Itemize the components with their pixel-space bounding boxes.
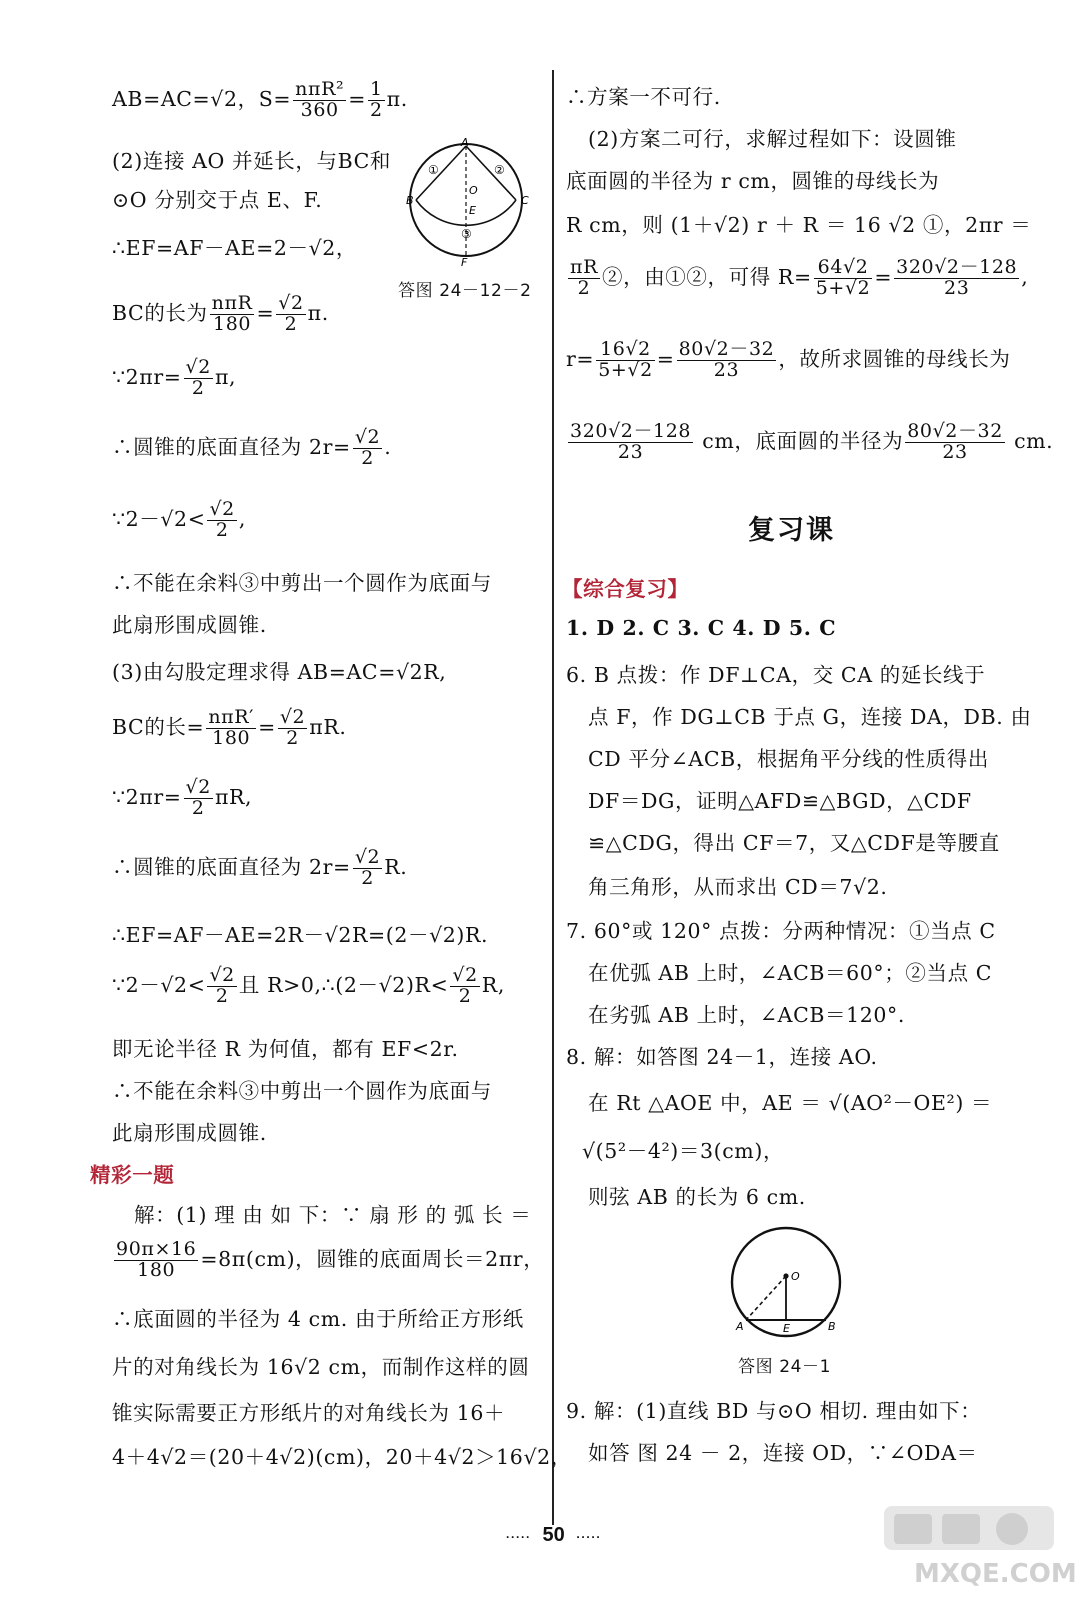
label-B: B — [828, 1320, 836, 1333]
fraction: $\frac{1}{2}$ — [369, 78, 383, 121]
figure-caption: 答图 24－12－2 — [398, 281, 532, 301]
line: ∴EF=AF－AE=2－√2， — [112, 236, 358, 260]
line: 此扇形围成圆锥. — [112, 1121, 267, 1145]
line: $\frac{320√2-128}{23}$ cm，底面圆的半径为 $\frac{80√2-32}{23}$ cm. — [570, 420, 1054, 463]
line: ∴圆锥的底面直径为 2r= $\frac{√2}{2}$ . — [112, 426, 392, 469]
line: 锥实际需要正方形纸片的对角线长为 16＋ — [112, 1401, 506, 1425]
fraction: $\frac{\text{nπR²}}{360}$ — [295, 78, 345, 121]
figure-circle-sector — [406, 136, 536, 269]
line: 底面圆的半径为 r cm，圆锥的母线长为 — [566, 169, 940, 193]
label-O: O — [469, 184, 478, 197]
line: BC的长为 $\frac{\text{nπR}}{180}$ = $\frac{√2}{2}$ π. — [112, 292, 329, 335]
line: 片的对角线长为 16√2 cm，而制作这样的圆 — [112, 1355, 530, 1379]
line: 在优弧 AB 上时，∠ACB＝60°；②当点 C — [588, 961, 993, 985]
line: ∴不能在余料③中剪出一个圆作为底面与 — [112, 1079, 492, 1103]
region-1: ① — [428, 163, 439, 177]
label-C: C — [521, 194, 529, 207]
line: ∴不能在余料③中剪出一个圆作为底面与 — [112, 571, 492, 595]
label-A: A — [736, 1320, 744, 1333]
watermark-logo — [880, 1500, 1077, 1590]
line: 4＋4√2＝(20＋4√2)(cm)，20＋4√2＞16√2， — [112, 1445, 572, 1469]
line: BC的长= $\frac{\text{nπR′}}{180}$ = $\frac{√2}{2}$ πR. — [112, 706, 347, 749]
section-title: 复习课 — [748, 515, 835, 546]
label-B: B — [406, 194, 414, 207]
region-2: ② — [494, 163, 505, 177]
line: (3)由勾股定理求得 AB=AC=√2R, — [112, 660, 447, 684]
label-E: E — [783, 1322, 790, 1335]
line: 则弦 AB 的长为 6 cm. — [588, 1185, 806, 1209]
line: $\frac{\pi R}{2}$ ②，由①②，可得 R= $\frac{64√2}{5+√2}$ = $\frac{320√2-128}{23}$ , — [570, 256, 1029, 299]
label-E: E — [469, 204, 476, 217]
line: (2)方案二可行，求解过程如下：设圆锥 — [588, 127, 957, 151]
figure-circle-chord — [728, 1226, 844, 1342]
line: ∴底面圆的半径为 4 cm. 由于所给正方形纸 — [112, 1307, 524, 1331]
line: ≌△CDG，得出 CF＝7，又△CDF是等腰直 — [588, 831, 1000, 855]
line: R cm，则 (1＋√2) r ＋ R ＝ 16 √2 ①，2πr ＝ — [566, 213, 1032, 237]
line: ∴EF=AF－AE=2R－√2R=(2－√2)R. — [112, 923, 489, 947]
line: 7. 60°或 120° 点拨：分两种情况：①当点 C — [566, 919, 996, 943]
page-number: ····· 50 ····· — [506, 1524, 602, 1546]
line: 在劣弧 AB 上时，∠ACB＝120°. — [588, 1003, 906, 1027]
line: ∵2πr= $\frac{√2}{2}$ π, — [112, 356, 237, 399]
line: (2)连接 AO 并延长，与BC和 — [112, 149, 392, 173]
line: 6. B 点拨：作 DF⊥CA，交 CA 的延长线于 — [566, 663, 986, 687]
line: 解：(1) 理 由 如 下：∵ 扇 形 的 弧 长 ＝ — [134, 1203, 532, 1227]
line: CD 平分∠ACB，根据角平分线的性质得出 — [588, 747, 989, 771]
line: $\frac{90\pi\times 16}{180}$ =8π(cm)，圆锥的底面周长＝2πr， — [116, 1238, 545, 1281]
line: DF＝DG，证明△AFD≌△BGD，△CDF — [588, 789, 972, 813]
line: 如答 图 24 － 2，连接 OD，∵∠ODA＝ — [588, 1441, 978, 1465]
line: 即无论半径 R 为何值，都有 EF<2r. — [112, 1037, 459, 1061]
line: ∴圆锥的底面直径为 2r= $\frac{√2}{2}$ R. — [112, 846, 408, 889]
line: 9. 解：(1)直线 BD 与⊙O 相切. 理由如下： — [566, 1399, 982, 1423]
answer-line: 1. D 2. C 3. C 4. D 5. C — [566, 616, 837, 640]
line: r= $\frac{16√2}{5+√2}$ = $\frac{80√2-32}{23}$ ，故所求圆锥的母线长为 — [566, 338, 1011, 381]
line: 8. 解：如答图 24－1，连接 AO. — [566, 1045, 878, 1069]
watermark-text: MXQE.COM — [914, 1559, 1077, 1589]
line: ⊙O 分别交于点 E、F. — [112, 188, 323, 212]
line: ∵2πr= $\frac{√2}{2}$ πR, — [112, 776, 253, 819]
line: 点 F，作 DG⊥CB 于点 G，连接 DA，DB. 由 — [588, 705, 1032, 729]
label-F: F — [461, 256, 468, 269]
line: √(5²－4²)＝3(cm)， — [582, 1139, 785, 1163]
region-3: ③ — [461, 227, 472, 241]
text: AB=AC=√2，S= — [112, 86, 292, 111]
line: ∴方案一不可行. — [566, 85, 721, 109]
line: ∵2－√2< $\frac{√2}{2}$ 且 R>0,∴(2－√2)R< $\frac{√2}{2}$ R, — [112, 964, 505, 1007]
label-O: O — [791, 1270, 800, 1283]
line: ∵2－√2< $\frac{√2}{2}$ , — [112, 498, 246, 541]
line: 此扇形围成圆锥. — [112, 613, 267, 637]
section-heading: 【综合复习】 — [562, 577, 689, 601]
section-heading: 精彩一题 — [90, 1163, 175, 1187]
line: 在 Rt △AOE 中，AE ＝ √(AO²－OE²) ＝ — [588, 1091, 993, 1115]
line: 角三角形，从而求出 CD＝7√2. — [588, 875, 888, 899]
column-divider — [552, 70, 554, 1525]
figure-caption: 答图 24－1 — [738, 1357, 832, 1377]
line: AB=AC=√2，S= $\frac{\text{nπR²}}{360}$ = $\frac{1}{2}$ π. — [112, 78, 408, 121]
label-A: A — [461, 136, 469, 149]
